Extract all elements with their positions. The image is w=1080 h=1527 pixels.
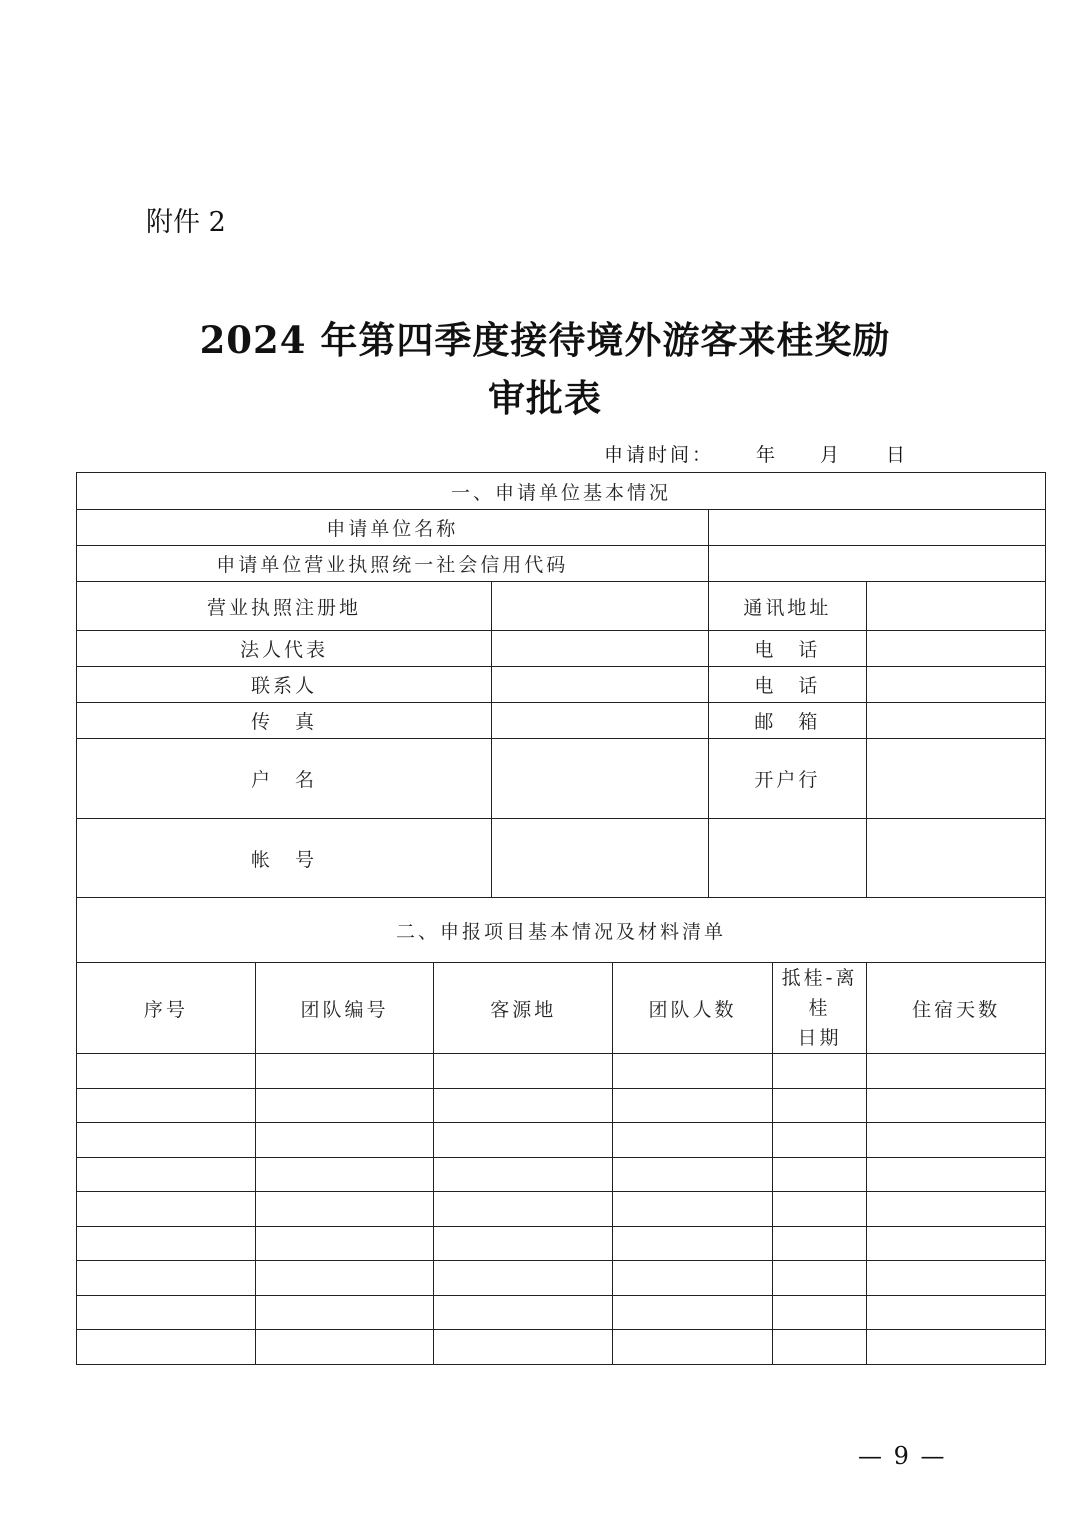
page-number: — 9 — — [858, 1442, 947, 1470]
table-cell[interactable] — [77, 1054, 256, 1089]
table-cell[interactable] — [613, 1295, 773, 1330]
table-cell[interactable] — [613, 1123, 773, 1158]
col-header-dates-line1: 抵桂-离桂 — [781, 967, 858, 1019]
col-header-team-size: 团队人数 — [613, 963, 773, 1054]
account-name-value[interactable] — [492, 739, 708, 819]
table-cell[interactable] — [434, 1157, 613, 1192]
table-cell[interactable] — [77, 1330, 256, 1365]
table-cell[interactable] — [772, 1261, 866, 1296]
table-cell[interactable] — [867, 1157, 1046, 1192]
address-value[interactable] — [867, 582, 1046, 631]
email-label: 邮 箱 — [708, 703, 867, 739]
table-row — [77, 1295, 1046, 1330]
table-cell[interactable] — [77, 1295, 256, 1330]
phone1-value[interactable] — [867, 631, 1046, 667]
table-cell[interactable] — [867, 1330, 1046, 1365]
account-no-extra-value[interactable] — [867, 819, 1046, 898]
table-cell[interactable] — [772, 1054, 866, 1089]
col-header-nights: 住宿天数 — [867, 963, 1046, 1054]
table-cell[interactable] — [255, 1226, 434, 1261]
account-name-label: 户 名 — [77, 739, 492, 819]
table-cell[interactable] — [613, 1330, 773, 1365]
unit-name-label: 申请单位名称 — [77, 510, 709, 546]
table-cell[interactable] — [255, 1295, 434, 1330]
table-cell[interactable] — [255, 1261, 434, 1296]
apply-date-label: 申请时间： — [604, 444, 715, 466]
table-cell[interactable] — [613, 1088, 773, 1123]
table-cell[interactable] — [613, 1261, 773, 1296]
table-row — [77, 1157, 1046, 1192]
table-cell[interactable] — [255, 1088, 434, 1123]
credit-code-label: 申请单位营业执照统一社会信用代码 — [77, 546, 709, 582]
col-header-dates — [772, 963, 866, 1054]
table-cell[interactable] — [434, 1295, 613, 1330]
account-no-value[interactable] — [492, 819, 708, 898]
table-cell[interactable] — [613, 1226, 773, 1261]
credit-code-value[interactable] — [708, 546, 1046, 582]
section1-heading: 一、申请单位基本情况 — [77, 473, 1046, 510]
col-header-dates-line2: 日期 — [797, 1027, 842, 1049]
table-cell[interactable] — [613, 1054, 773, 1089]
document-subtitle: 审批表 — [488, 376, 602, 420]
account-no-extra[interactable] — [708, 819, 867, 898]
reg-place-value[interactable] — [492, 582, 708, 631]
bank-value[interactable] — [867, 739, 1046, 819]
table-cell[interactable] — [77, 1088, 256, 1123]
table-cell[interactable] — [434, 1261, 613, 1296]
items-header-row — [77, 963, 1046, 1054]
apply-date-day: 日 — [886, 444, 909, 466]
table-cell[interactable] — [434, 1330, 613, 1365]
table-cell[interactable] — [77, 1157, 256, 1192]
apply-date-month: 月 — [820, 444, 843, 466]
address-label: 通讯地址 — [708, 582, 867, 631]
table-row — [77, 1261, 1046, 1296]
table-cell[interactable] — [772, 1123, 866, 1158]
table-row — [77, 1330, 1046, 1365]
table-row — [77, 1123, 1046, 1158]
legal-rep-label: 法人代表 — [77, 631, 492, 667]
table-cell[interactable] — [434, 1054, 613, 1089]
table-cell[interactable] — [255, 1123, 434, 1158]
table-cell[interactable] — [77, 1261, 256, 1296]
table-cell[interactable] — [867, 1088, 1046, 1123]
document-title: 2024 年第四季度接待境外游客来桂奖励 — [199, 318, 891, 362]
table-row — [77, 1054, 1046, 1089]
items-body — [77, 1054, 1046, 1365]
table-cell[interactable] — [255, 1157, 434, 1192]
attachment-label: 附件 2 — [146, 207, 226, 238]
phone2-value[interactable] — [867, 667, 1046, 703]
table-cell[interactable] — [772, 1088, 866, 1123]
table-row — [77, 1192, 1046, 1227]
table-cell[interactable] — [867, 1295, 1046, 1330]
col-header-team-no: 团队编号 — [255, 963, 434, 1054]
approval-form-table — [76, 472, 1046, 1365]
table-cell[interactable] — [772, 1330, 866, 1365]
table-cell[interactable] — [613, 1157, 773, 1192]
table-cell[interactable] — [772, 1192, 866, 1227]
table-cell[interactable] — [613, 1192, 773, 1227]
unit-name-value[interactable] — [708, 510, 1046, 546]
table-cell[interactable] — [434, 1192, 613, 1227]
table-row — [77, 1088, 1046, 1123]
table-cell[interactable] — [772, 1157, 866, 1192]
table-cell[interactable] — [77, 1192, 256, 1227]
col-header-seq: 序号 — [77, 963, 256, 1054]
phone2-label: 电 话 — [708, 667, 867, 703]
table-cell[interactable] — [867, 1123, 1046, 1158]
reg-place-label: 营业执照注册地 — [77, 582, 492, 631]
contact-value[interactable] — [492, 667, 708, 703]
table-cell[interactable] — [867, 1226, 1046, 1261]
table-cell[interactable] — [434, 1123, 613, 1158]
apply-date-year: 年 — [756, 444, 779, 466]
bank-label: 开户行 — [708, 739, 867, 819]
table-cell[interactable] — [255, 1054, 434, 1089]
account-no-label: 帐 号 — [77, 819, 492, 898]
phone1-label: 电 话 — [708, 631, 867, 667]
table-cell[interactable] — [867, 1192, 1046, 1227]
table-row — [77, 1226, 1046, 1261]
table-cell[interactable] — [867, 1261, 1046, 1296]
col-header-origin: 客源地 — [434, 963, 613, 1054]
table-cell[interactable] — [772, 1226, 866, 1261]
legal-rep-value[interactable] — [492, 631, 708, 667]
fax-label: 传 真 — [77, 703, 492, 739]
section2-heading: 二、申报项目基本情况及材料清单 — [77, 898, 1046, 963]
table-cell[interactable] — [77, 1123, 256, 1158]
table-cell[interactable] — [434, 1088, 613, 1123]
email-value[interactable] — [867, 703, 1046, 739]
table-cell[interactable] — [77, 1226, 256, 1261]
table-cell[interactable] — [255, 1330, 434, 1365]
table-cell[interactable] — [255, 1192, 434, 1227]
table-cell[interactable] — [867, 1054, 1046, 1089]
fax-value[interactable] — [492, 703, 708, 739]
table-cell[interactable] — [772, 1295, 866, 1330]
contact-label: 联系人 — [77, 667, 492, 703]
table-cell[interactable] — [434, 1226, 613, 1261]
